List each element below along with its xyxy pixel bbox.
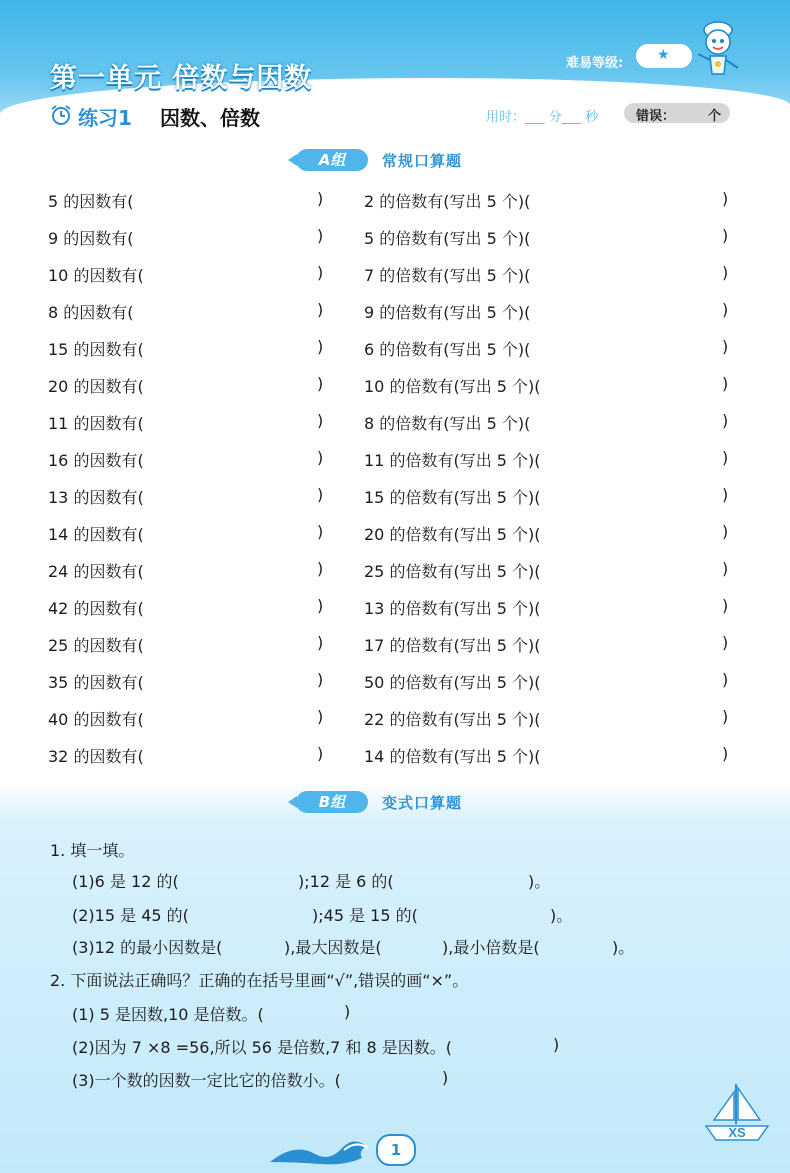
time-used-field: 用时：___ 分___ 秒	[486, 110, 599, 125]
mascot-icon	[690, 18, 746, 80]
factor-question-8: 16 的因数有(	[48, 451, 144, 470]
q1-1-part1: (1)6 是 12 的(	[72, 872, 179, 891]
multiple-question-15: 22 的倍数有(写出 5 个)(	[364, 710, 541, 729]
factor-answer-close-13: )	[317, 633, 324, 652]
factor-question-7: 11 的因数有(	[48, 414, 144, 433]
factor-answer-close-3: )	[317, 263, 324, 282]
error-label: 错误：	[636, 109, 676, 124]
multiple-answer-close-5: )	[722, 337, 729, 356]
multiple-answer-close-4: )	[722, 300, 729, 319]
factor-answer-close-12: )	[317, 596, 324, 615]
multiple-answer-close-9: )	[722, 485, 729, 504]
q1-3-part2: ),最大因数是(	[284, 938, 382, 957]
factor-question-16: 32 的因数有(	[48, 747, 144, 766]
multiple-question-9: 15 的倍数有(写出 5 个)(	[364, 488, 541, 507]
multiple-question-14: 50 的倍数有(写出 5 个)(	[364, 673, 541, 692]
multiple-question-12: 13 的倍数有(写出 5 个)(	[364, 599, 541, 618]
factor-question-2: 9 的因数有(	[48, 229, 134, 248]
group-a-tag: A组	[296, 149, 368, 171]
q2-2-part1: (2)因为 7 ×8 =56,所以 56 是倍数,7 和 8 是因数。(	[72, 1038, 453, 1057]
multiple-answer-close-11: )	[722, 559, 729, 578]
multiple-question-1: 2 的倍数有(写出 5 个)(	[364, 192, 531, 211]
factor-question-5: 15 的因数有(	[48, 340, 144, 359]
page-number: 1	[376, 1134, 416, 1166]
group-b-tag: B组	[296, 791, 368, 813]
error-unit: 个	[708, 109, 722, 124]
alarm-clock-icon	[50, 104, 72, 126]
multiple-question-8: 11 的倍数有(写出 5 个)(	[364, 451, 541, 470]
q2-3-part1: (3)一个数的因数一定比它的倍数小。(	[72, 1071, 341, 1090]
multiple-answer-close-8: )	[722, 448, 729, 467]
multiple-question-6: 10 的倍数有(写出 5 个)(	[364, 377, 541, 396]
multiple-question-13: 17 的倍数有(写出 5 个)(	[364, 636, 541, 655]
factor-answer-close-6: )	[317, 374, 324, 393]
q1-1-part2: );12 是 6 的(	[298, 872, 394, 891]
q1-3-part3: ),最小倍数是(	[442, 938, 540, 957]
multiple-answer-close-15: )	[722, 707, 729, 726]
factor-question-9: 13 的因数有(	[48, 488, 144, 507]
multiple-answer-close-3: )	[722, 263, 729, 282]
q2-1-part1: (1) 5 是因数,10 是倍数。(	[72, 1005, 264, 1024]
factor-question-1: 5 的因数有(	[48, 192, 134, 211]
group-b-title: 变式口算题	[382, 794, 463, 812]
wave-icon	[270, 1122, 380, 1168]
q2-3-part2: )	[442, 1068, 449, 1087]
factor-question-14: 35 的因数有(	[48, 673, 144, 692]
multiple-answer-close-13: )	[722, 633, 729, 652]
q1-3-part1: (3)12 的最小因数是(	[72, 938, 223, 957]
factor-answer-close-15: )	[317, 707, 324, 726]
factor-question-12: 42 的因数有(	[48, 599, 144, 618]
multiple-answer-close-16: )	[722, 744, 729, 763]
multiple-question-2: 5 的倍数有(写出 5 个)(	[364, 229, 531, 248]
multiple-answer-close-10: )	[722, 522, 729, 541]
multiple-answer-close-6: )	[722, 374, 729, 393]
unit-title: 第一单元 倍数与因数	[50, 63, 313, 94]
q1-title: 1. 填一填。	[50, 841, 135, 860]
multiple-answer-close-1: )	[722, 189, 729, 208]
lesson-number: 练习1	[78, 106, 132, 130]
multiple-question-5: 6 的倍数有(写出 5 个)(	[364, 340, 531, 359]
factor-answer-close-8: )	[317, 448, 324, 467]
q1-1-part3: )。	[528, 872, 551, 891]
multiple-answer-close-7: )	[722, 411, 729, 430]
q1-3-part4: )。	[612, 938, 635, 957]
factor-question-3: 10 的因数有(	[48, 266, 144, 285]
factor-question-10: 14 的因数有(	[48, 525, 144, 544]
factor-answer-close-10: )	[317, 522, 324, 541]
q1-2-part3: )。	[550, 906, 573, 925]
factor-answer-close-9: )	[317, 485, 324, 504]
difficulty-label: 难易等级:	[566, 56, 624, 71]
factor-answer-close-5: )	[317, 337, 324, 356]
factor-question-13: 25 的因数有(	[48, 636, 144, 655]
multiple-answer-close-14: )	[722, 670, 729, 689]
factor-answer-close-14: )	[317, 670, 324, 689]
q2-1-part2: )	[344, 1002, 351, 1021]
factor-answer-close-4: )	[317, 300, 324, 319]
multiple-question-4: 9 的倍数有(写出 5 个)(	[364, 303, 531, 322]
factor-answer-close-11: )	[317, 559, 324, 578]
sailboat-icon	[700, 1080, 774, 1150]
error-count-field	[624, 103, 730, 123]
factor-question-15: 40 的因数有(	[48, 710, 144, 729]
q1-2-part2: );45 是 15 的(	[312, 906, 418, 925]
q2-title: 2. 下面说法正确吗？正确的在括号里画“√”,错误的画“×”。	[50, 971, 469, 990]
multiple-answer-close-12: )	[722, 596, 729, 615]
boat-label: XS	[728, 1125, 746, 1140]
multiple-question-7: 8 的倍数有(写出 5 个)(	[364, 414, 531, 433]
group-a-title: 常规口算题	[382, 152, 463, 170]
multiple-answer-close-2: )	[722, 226, 729, 245]
factor-question-4: 8 的因数有(	[48, 303, 134, 322]
star-icon: ★	[657, 47, 670, 63]
factor-answer-close-7: )	[317, 411, 324, 430]
factor-question-6: 20 的因数有(	[48, 377, 144, 396]
q2-2-part2: )	[553, 1035, 560, 1054]
factor-answer-close-2: )	[317, 226, 324, 245]
multiple-question-10: 20 的倍数有(写出 5 个)(	[364, 525, 541, 544]
q1-2-part1: (2)15 是 45 的(	[72, 906, 189, 925]
multiple-question-16: 14 的倍数有(写出 5 个)(	[364, 747, 541, 766]
multiple-question-11: 25 的倍数有(写出 5 个)(	[364, 562, 541, 581]
lesson-name: 因数、倍数	[160, 106, 260, 130]
factor-question-11: 24 的因数有(	[48, 562, 144, 581]
factor-answer-close-16: )	[317, 744, 324, 763]
multiple-question-3: 7 的倍数有(写出 5 个)(	[364, 266, 531, 285]
factor-answer-close-1: )	[317, 189, 324, 208]
